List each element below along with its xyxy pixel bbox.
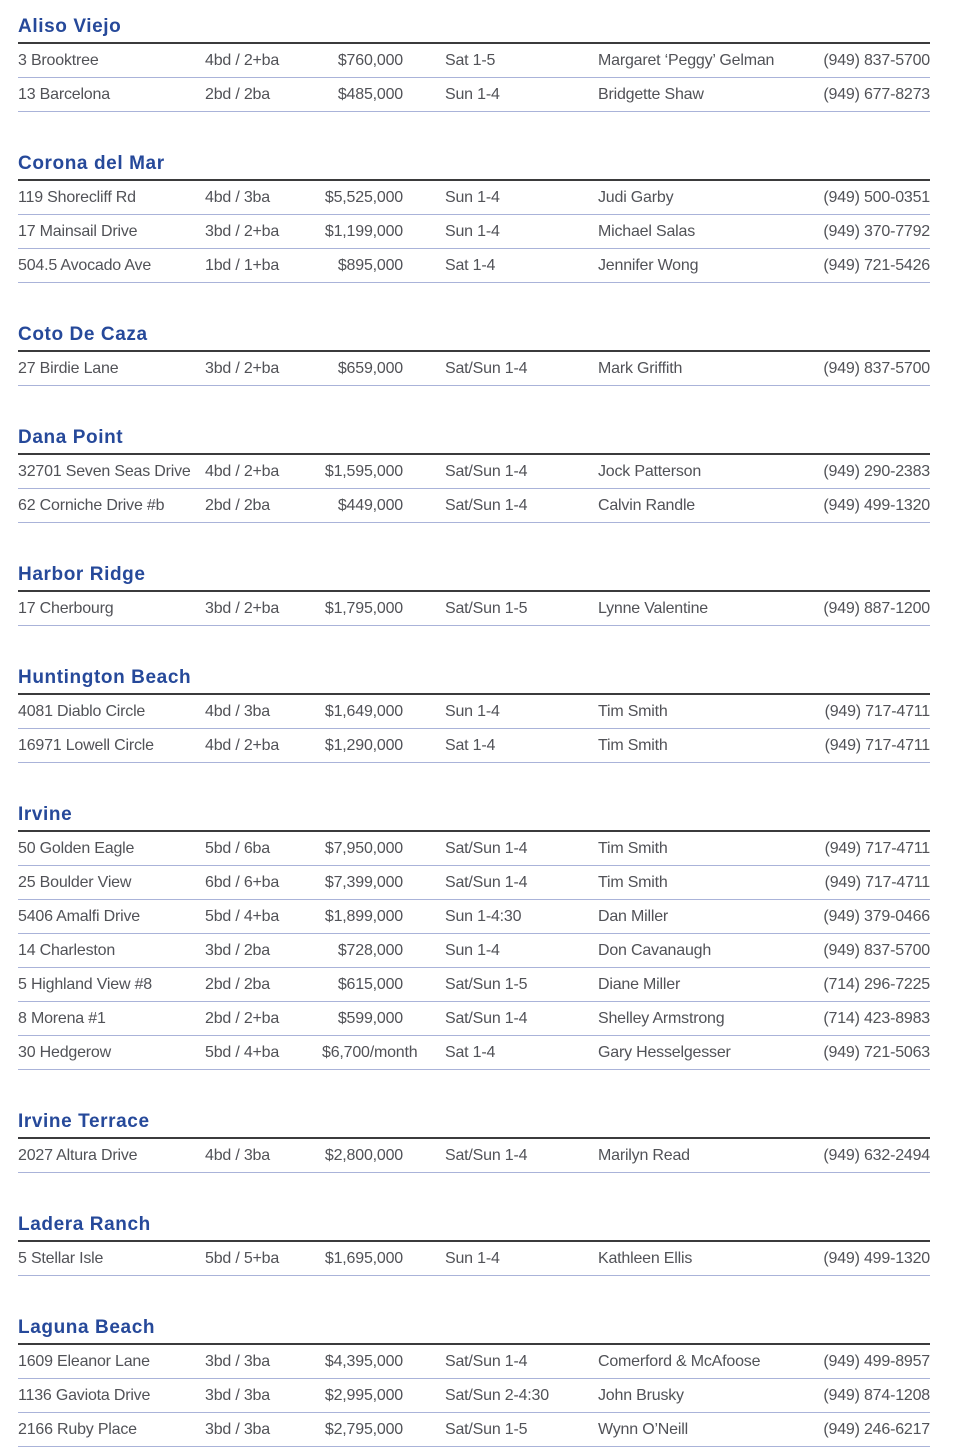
section-rows	[18, 695, 930, 763]
listing-address: 27 Birdie Lane	[18, 359, 119, 377]
listing-beds-baths: 4bd / 2+ba	[205, 462, 280, 480]
listing-phone: (949) 837-5700	[823, 359, 930, 377]
listing-price: $2,795,000	[324, 1420, 403, 1438]
listing-price: $2,800,000	[324, 1146, 403, 1164]
listing-phone: (949) 500-0351	[823, 188, 930, 206]
listing-address: 14 Charleston	[18, 941, 116, 959]
listing-open-house-time: Sat/Sun 1-4	[445, 839, 528, 857]
listing-price: $615,000	[337, 975, 403, 993]
section-rows	[18, 1242, 930, 1276]
listing-address: 1136 Gaviota Drive	[18, 1386, 151, 1404]
listing-row	[18, 832, 930, 866]
listing-phone: (949) 887-1200	[823, 599, 930, 617]
listing-address: 119 Shorecliff Rd	[18, 188, 136, 206]
listing-address: 5 Stellar Isle	[18, 1249, 104, 1267]
listing-open-house-time: Sun 1-4	[445, 702, 500, 720]
listing-price: $2,995,000	[324, 1386, 403, 1404]
listing-address: 1609 Eleanor Lane	[18, 1352, 150, 1370]
listing-agent: Comerford & McAfoose	[598, 1352, 761, 1370]
listing-address: 25 Boulder View	[18, 873, 132, 891]
listing-price: $449,000	[337, 496, 403, 514]
listing-beds-baths: 3bd / 3ba	[205, 1352, 270, 1370]
listing-beds-baths: 4bd / 3ba	[205, 1146, 270, 1164]
listing-row	[18, 695, 930, 729]
section-rows	[18, 455, 930, 523]
section-title: Huntington Beach	[18, 667, 930, 695]
listing-phone: (949) 632-2494	[823, 1146, 930, 1164]
listing-row	[18, 489, 930, 523]
listing-address: 5406 Amalfi Drive	[18, 907, 140, 925]
listing-price: $1,795,000	[324, 599, 403, 617]
section-title: Irvine Terrace	[18, 1111, 930, 1139]
listing-row	[18, 1345, 930, 1379]
listing-agent: John Brusky	[598, 1386, 684, 1404]
listing-phone: (714) 423-8983	[823, 1009, 930, 1027]
listing-row	[18, 866, 930, 900]
listing-price: $599,000	[337, 1009, 403, 1027]
listing-agent: Shelley Armstrong	[598, 1009, 725, 1027]
section-rows	[18, 44, 930, 112]
section-rows	[18, 592, 930, 626]
listing-agent: Kathleen Ellis	[598, 1249, 693, 1267]
listing-agent: Michael Salas	[598, 222, 696, 240]
listing-agent: Jock Patterson	[598, 462, 702, 480]
listing-row	[18, 1379, 930, 1413]
listing-open-house-time: Sat/Sun 2-4:30	[445, 1386, 549, 1404]
listing-beds-baths: 2bd / 2ba	[205, 496, 270, 514]
listing-open-house-time: Sun 1-4	[445, 222, 500, 240]
listing-price: $1,199,000	[324, 222, 403, 240]
listing-row	[18, 1139, 930, 1173]
listing-phone: (949) 370-7792	[823, 222, 930, 240]
listing-beds-baths: 2bd / 2ba	[205, 85, 270, 103]
listing-row	[18, 968, 930, 1002]
listing-price: $1,695,000	[324, 1249, 403, 1267]
listing-row	[18, 1242, 930, 1276]
listing-beds-baths: 5bd / 6ba	[205, 839, 270, 857]
listing-beds-baths: 2bd / 2+ba	[205, 1009, 280, 1027]
listing-phone: (949) 246-6217	[823, 1420, 930, 1438]
listing-address: 504.5 Avocado Ave	[18, 256, 152, 274]
listing-phone: (949) 379-0466	[823, 907, 930, 925]
listing-phone: (949) 717-4711	[824, 702, 930, 720]
listing-phone: (949) 717-4711	[824, 873, 930, 891]
listing-open-house-time: Sat/Sun 1-5	[445, 975, 528, 993]
section-title: Ladera Ranch	[18, 1214, 930, 1242]
listing-open-house-time: Sat/Sun 1-4	[445, 1352, 528, 1370]
listing-phone: (949) 499-8957	[823, 1352, 930, 1370]
listing-agent: Don Cavanaugh	[598, 941, 712, 959]
listing-address: 8 Morena #1	[18, 1009, 106, 1027]
listing-row	[18, 592, 930, 626]
listing-price: $728,000	[337, 941, 403, 959]
listing-phone: (949) 290-2383	[823, 462, 930, 480]
listing-address: 4081 Diablo Circle	[18, 702, 146, 720]
listing-address: 2027 Altura Drive	[18, 1146, 138, 1164]
listing-beds-baths: 4bd / 3ba	[205, 188, 270, 206]
listing-row	[18, 900, 930, 934]
section-title: Corona del Mar	[18, 153, 930, 181]
listing-open-house-time: Sun 1-4	[445, 85, 500, 103]
listing-agent: Margaret ‘Peggy’ Gelman	[598, 51, 775, 69]
listing-phone: (949) 717-4711	[824, 839, 930, 857]
listing-open-house-time: Sat/Sun 1-4	[445, 1009, 528, 1027]
listing-beds-baths: 5bd / 5+ba	[205, 1249, 280, 1267]
listing-agent: Gary Hesselgesser	[598, 1043, 731, 1061]
listing-price: $7,950,000	[324, 839, 403, 857]
listing-open-house-time: Sun 1-4	[445, 188, 500, 206]
listing-agent: Lynne Valentine	[598, 599, 708, 617]
section-rows	[18, 352, 930, 386]
listing-open-house-time: Sat/Sun 1-4	[445, 873, 528, 891]
listing-phone: (949) 837-5700	[823, 51, 930, 69]
section-rows	[18, 181, 930, 283]
listing-beds-baths: 4bd / 3ba	[205, 702, 270, 720]
section-title: Harbor Ridge	[18, 564, 930, 592]
section-title: Aliso Viejo	[18, 16, 930, 44]
listing-phone: (949) 717-4711	[824, 736, 930, 754]
listing-price: $1,595,000	[324, 462, 403, 480]
listing-row	[18, 44, 930, 78]
listing-phone: (949) 499-1320	[823, 496, 930, 514]
listing-address: 2166 Ruby Place	[18, 1420, 137, 1438]
city-section	[18, 564, 930, 626]
listing-beds-baths: 5bd / 4+ba	[205, 907, 280, 925]
listing-beds-baths: 6bd / 6+ba	[205, 873, 280, 891]
listing-row	[18, 249, 930, 283]
listing-row	[18, 1413, 930, 1447]
listing-open-house-time: Sat/Sun 1-4	[445, 359, 528, 377]
listing-agent: Judi Garby	[598, 188, 674, 206]
listing-phone: (949) 677-8273	[823, 85, 930, 103]
listing-beds-baths: 3bd / 2ba	[205, 941, 270, 959]
city-section	[18, 1214, 930, 1276]
listing-address: 62 Corniche Drive #b	[18, 496, 165, 514]
listing-phone: (949) 499-1320	[823, 1249, 930, 1267]
listing-address: 3 Brooktree	[18, 51, 99, 69]
listing-price: $760,000	[337, 51, 403, 69]
listing-agent: Tim Smith	[598, 839, 668, 857]
listing-price: $4,395,000	[324, 1352, 403, 1370]
listing-open-house-time: Sat/Sun 1-4	[445, 1146, 528, 1164]
listing-row	[18, 352, 930, 386]
listing-phone: (949) 721-5063	[823, 1043, 930, 1061]
listing-price: $1,649,000	[324, 702, 403, 720]
listing-beds-baths: 1bd / 1+ba	[205, 256, 280, 274]
listing-price: $6,700/month	[322, 1043, 418, 1061]
listing-row	[18, 1002, 930, 1036]
listing-open-house-time: Sat 1-4	[445, 256, 496, 274]
listing-price: $485,000	[337, 85, 403, 103]
listing-open-house-time: Sat 1-4	[445, 736, 496, 754]
listing-phone: (949) 721-5426	[823, 256, 930, 274]
city-section	[18, 16, 930, 112]
listing-address: 50 Golden Eagle	[18, 839, 135, 857]
listing-price: $1,899,000	[324, 907, 403, 925]
listing-agent: Diane Miller	[598, 975, 681, 993]
listing-beds-baths: 3bd / 3ba	[205, 1386, 270, 1404]
listing-price: $659,000	[337, 359, 403, 377]
listing-row	[18, 181, 930, 215]
listing-beds-baths: 3bd / 2+ba	[205, 222, 280, 240]
city-section	[18, 324, 930, 386]
listing-beds-baths: 4bd / 2+ba	[205, 736, 280, 754]
listing-open-house-time: Sun 1-4:30	[445, 907, 522, 925]
listing-address: 32701 Seven Seas Drive	[18, 462, 191, 480]
listing-row	[18, 215, 930, 249]
listing-address: 17 Cherbourg	[18, 599, 114, 617]
listing-phone: (949) 874-1208	[823, 1386, 930, 1404]
section-title: Dana Point	[18, 427, 930, 455]
listing-agent: Mark Griffith	[598, 359, 683, 377]
city-section	[18, 427, 930, 523]
listing-open-house-time: Sat/Sun 1-5	[445, 1420, 528, 1438]
listing-beds-baths: 5bd / 4+ba	[205, 1043, 280, 1061]
city-section	[18, 1317, 930, 1447]
city-section	[18, 153, 930, 283]
listing-agent: Calvin Randle	[598, 496, 696, 514]
listing-open-house-time: Sat/Sun 1-4	[445, 496, 528, 514]
listing-price: $1,290,000	[324, 736, 403, 754]
city-section	[18, 1111, 930, 1173]
listing-address: 16971 Lowell Circle	[18, 736, 154, 754]
listing-agent: Jennifer Wong	[598, 256, 699, 274]
section-title: Laguna Beach	[18, 1317, 930, 1345]
listing-phone: (949) 837-5700	[823, 941, 930, 959]
listing-price: $895,000	[337, 256, 403, 274]
listing-open-house-time: Sat 1-5	[445, 51, 496, 69]
listing-open-house-time: Sat 1-4	[445, 1043, 496, 1061]
listing-open-house-time: Sat/Sun 1-4	[445, 462, 528, 480]
listing-price: $7,399,000	[324, 873, 403, 891]
listing-agent: Wynn O’Neill	[598, 1420, 688, 1438]
listing-agent: Tim Smith	[598, 736, 668, 754]
listing-open-house-time: Sat/Sun 1-5	[445, 599, 528, 617]
section-title: Coto De Caza	[18, 324, 930, 352]
listing-agent: Dan Miller	[598, 907, 669, 925]
listing-row	[18, 1036, 930, 1070]
listing-phone: (714) 296-7225	[823, 975, 930, 993]
listing-beds-baths: 2bd / 2ba	[205, 975, 270, 993]
listing-open-house-time: Sun 1-4	[445, 1249, 500, 1267]
listing-agent: Tim Smith	[598, 702, 668, 720]
listing-beds-baths: 3bd / 2+ba	[205, 359, 280, 377]
listing-address: 13 Barcelona	[18, 85, 110, 103]
listing-row	[18, 455, 930, 489]
listing-agent: Tim Smith	[598, 873, 668, 891]
listing-agent: Marilyn Read	[598, 1146, 690, 1164]
city-section	[18, 804, 930, 1070]
listing-open-house-time: Sun 1-4	[445, 941, 500, 959]
listing-agent: Bridgette Shaw	[598, 85, 704, 103]
section-rows	[18, 1139, 930, 1173]
listing-beds-baths: 3bd / 2+ba	[205, 599, 280, 617]
listing-beds-baths: 4bd / 2+ba	[205, 51, 280, 69]
section-title: Irvine	[18, 804, 930, 832]
listing-address: 30 Hedgerow	[18, 1043, 111, 1061]
listing-row	[18, 729, 930, 763]
listing-address: 17 Mainsail Drive	[18, 222, 138, 240]
section-rows	[18, 832, 930, 1070]
listing-row	[18, 934, 930, 968]
listing-beds-baths: 3bd / 3ba	[205, 1420, 270, 1438]
city-section	[18, 667, 930, 763]
listing-row	[18, 78, 930, 112]
listing-price: $5,525,000	[324, 188, 403, 206]
listing-address: 5 Highland View #8	[18, 975, 152, 993]
